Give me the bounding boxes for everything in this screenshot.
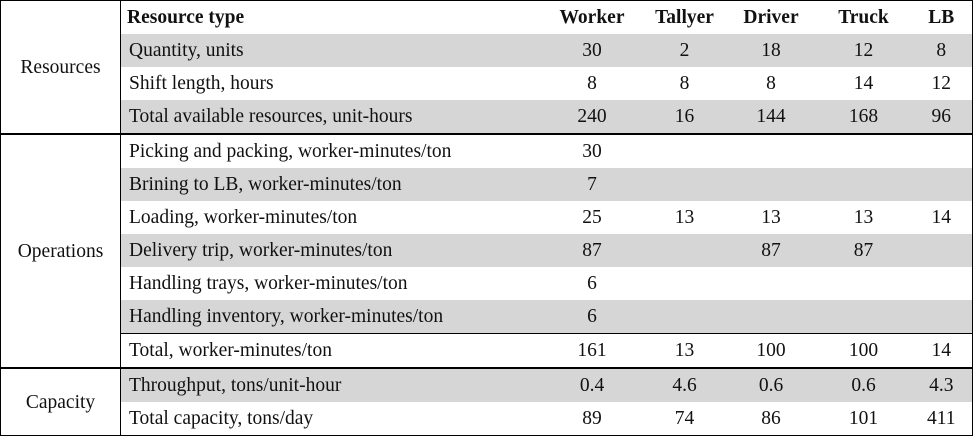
cell-lb: 411 (926, 408, 956, 429)
cell-tallyer: 4.6 (644, 368, 726, 402)
cell-driver: 144 (726, 100, 817, 134)
cell-lb: 8 (911, 34, 973, 67)
cell-worker: 6 (541, 300, 644, 334)
cell-tallyer (644, 134, 726, 168)
cell-worker: 240 (541, 100, 644, 134)
table-row (1, 334, 973, 369)
table-row (1, 402, 973, 436)
cell-lb (911, 300, 973, 334)
row-label: Brining to LB, worker-minutes/ton (121, 168, 541, 201)
cell-driver: 87 (726, 234, 817, 267)
cell-driver: 100 (726, 334, 817, 369)
table-row (1, 234, 973, 267)
cell-truck: 14 (853, 73, 874, 94)
cell-driver (726, 267, 817, 300)
cell-tallyer: 74 (674, 408, 695, 429)
cell-driver: 13 (761, 207, 781, 228)
cell-tallyer (644, 168, 726, 201)
row-label: Total available resources, unit-hours (121, 100, 541, 134)
cell-worker: 8 (587, 73, 597, 94)
cell-worker: 30 (541, 134, 644, 168)
cell-worker: 6 (587, 273, 597, 294)
cell-truck: 12 (817, 34, 911, 67)
cell-truck (817, 168, 911, 201)
row-label: Picking and packing, worker-minutes/ton (121, 134, 541, 168)
cell-tallyer: 8 (679, 73, 690, 94)
cell-tallyer: 16 (644, 100, 726, 134)
row-label: Quantity, units (121, 34, 541, 67)
row-label: Shift length, hours (129, 73, 274, 94)
cell-lb (911, 267, 973, 300)
cell-truck: 101 (848, 408, 879, 429)
cell-driver: 0.6 (726, 368, 817, 402)
cell-lb: 14 (911, 334, 973, 369)
cell-worker: 0.4 (541, 368, 644, 402)
group-spacer (1, 100, 121, 134)
table-row (1, 34, 973, 67)
row-label: Throughput, tons/unit-hour (121, 368, 541, 402)
cell-truck: 0.6 (817, 368, 911, 402)
cell-truck: 87 (817, 234, 911, 267)
cell-worker: 25 (582, 207, 602, 228)
cell-lb (911, 234, 973, 267)
header-worker: Worker (559, 7, 625, 28)
table-row (1, 368, 973, 402)
cell-worker: 87 (541, 234, 644, 267)
cell-driver: 8 (766, 73, 776, 94)
table-row (1, 300, 973, 334)
corner-cell (1, 1, 121, 35)
header-row (1, 1, 973, 35)
header-tallyer: Tallyer (655, 7, 714, 28)
cell-lb (911, 168, 973, 201)
row-label: Handling trays, worker-minutes/ton (129, 273, 408, 294)
cell-truck: 168 (817, 100, 911, 134)
cell-tallyer (644, 300, 726, 334)
row-label: Delivery trip, worker-minutes/ton (121, 234, 541, 267)
cell-lb: 96 (911, 100, 973, 134)
cell-driver (726, 300, 817, 334)
cell-driver: 86 (761, 408, 781, 429)
cell-tallyer (644, 267, 726, 300)
cell-truck (817, 134, 911, 168)
header-truck: Truck (838, 7, 889, 28)
table-row (1, 201, 973, 234)
cell-lb: 14 (931, 207, 951, 228)
cell-worker: 7 (541, 168, 644, 201)
cell-driver (726, 168, 817, 201)
cell-truck (817, 267, 911, 300)
table-row (1, 168, 973, 201)
row-label: Loading, worker-minutes/ton (129, 207, 358, 228)
cell-worker: 30 (541, 34, 644, 67)
cell-tallyer: 13 (674, 207, 695, 228)
group-label-resources: Resources (1, 34, 121, 100)
header-lb: LB (928, 7, 955, 28)
group-label-operations: Operations (1, 134, 121, 368)
header-driver: Driver (743, 7, 799, 28)
cell-lb (911, 134, 973, 168)
cell-truck: 100 (817, 334, 911, 369)
table-row (1, 267, 973, 300)
cell-lb: 12 (931, 73, 951, 94)
cell-tallyer: 2 (644, 34, 726, 67)
row-label: Total capacity, tons/day (129, 408, 314, 429)
table-row (1, 67, 973, 100)
group-label-capacity: Capacity (1, 368, 121, 436)
cell-worker: 89 (582, 408, 602, 429)
cell-truck (817, 300, 911, 334)
row-label: Total, worker-minutes/ton (121, 334, 541, 369)
row-label: Handling inventory, worker-minutes/ton (121, 300, 541, 334)
cell-lb: 4.3 (911, 368, 973, 402)
cell-tallyer: 13 (644, 334, 726, 369)
cell-driver (726, 134, 817, 168)
table-row (1, 134, 973, 168)
cell-driver: 18 (726, 34, 817, 67)
header-resource-type: Resource type (127, 7, 245, 28)
cell-tallyer (644, 234, 726, 267)
cell-truck: 13 (853, 207, 874, 228)
cell-worker: 161 (541, 334, 644, 369)
table-row (1, 100, 973, 134)
